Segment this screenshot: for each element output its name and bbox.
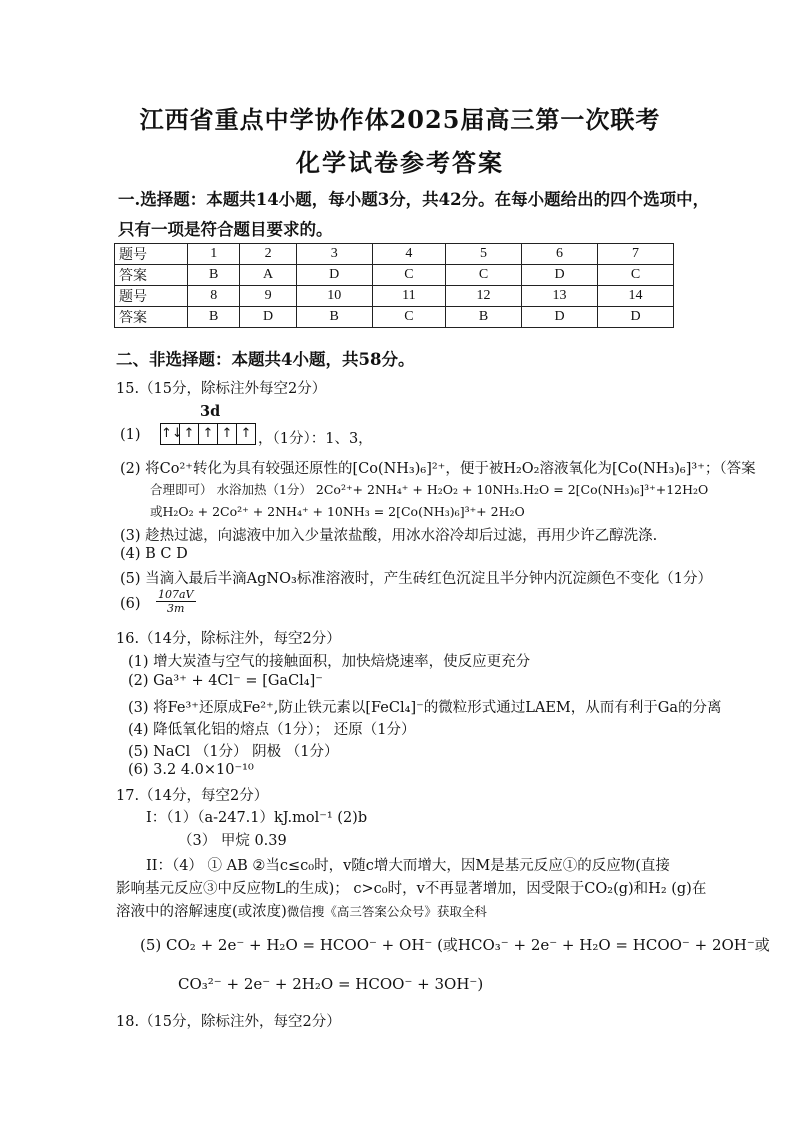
q17-part1-line2: （3） 甲烷 0.39 [178, 833, 287, 849]
table-cell: B [188, 307, 240, 328]
table-cell: 5 [446, 244, 522, 265]
q15-item5: (5) 当滴入最后半滴AgNO₃标准溶液时，产生砖红色沉淀且半分钟内沉淀颜色不变化（1分） [120, 571, 713, 587]
fraction-numerator: 107aV [158, 588, 194, 601]
section1-heading: 一.选择题：本题共14小题，每小题3分，共42分。在每小题给出的四个选项中， [118, 190, 710, 209]
q17-item5-line1: (5) CO₂ + 2e⁻ + H₂O = HCOO⁻ + OH⁻ (或HCO₃⁻ + 2e⁻ + H₂O = HCOO⁻ + 2OH⁻或 [140, 936, 770, 954]
orbital-diagram [160, 423, 256, 445]
title-line2: 化学试卷参考答案 [296, 148, 504, 177]
watermark-note: 微信搜《高三答案公众号》获取全科 [286, 904, 487, 919]
table-cell: 6 [522, 244, 598, 265]
q16-item3: (3) 将Fe³⁺还原成Fe²⁺,防止铁元素以[FeCl₄]⁻的微粒形式通过LAEM，从而有利于Ga的分离 [128, 700, 722, 716]
table-cell: 答案 [115, 265, 188, 286]
table-row [115, 286, 674, 307]
table-cell: 12 [446, 286, 522, 307]
table-cell: B [296, 307, 372, 328]
q15-item6-fraction [156, 588, 196, 615]
q17-part1-line1: I：（1）（a-247.1）kJ.mol⁻¹ (2)b [146, 810, 368, 826]
table-cell: C [446, 265, 522, 286]
table-row [115, 307, 674, 328]
table-cell: D [522, 265, 598, 286]
q15-item2-alt: 或H₂O₂ + 2Co²⁺ + 2NH₄⁺ + 10NH₃ = 2[Co(NH₃)₆]³⁺+ 2H₂O [150, 504, 525, 519]
table-cell: C [372, 307, 445, 328]
orbital-box: ↑ [179, 424, 198, 444]
table-cell: D [598, 307, 674, 328]
table-cell: 1 [188, 244, 240, 265]
q15-item4: (4) B C D [120, 546, 188, 562]
q17-part2-line3 [116, 900, 487, 921]
q15-header: 15.（15分，除标注外每空2分） [116, 381, 327, 397]
q16-item2: (2) Ga³⁺ + 4Cl⁻ = [GaCl₄]⁻ [128, 673, 323, 689]
q15-item2-cont: 合理即可） 水浴加热（1分） 2Co²⁺+ 2NH₄⁺ + H₂O₂ + 10NH₃.H₂O = 2[Co(NH₃)₆]³⁺+12H₂O [150, 482, 709, 497]
q17-header: 17.（14分，每空2分） [116, 788, 269, 804]
q15-item1-prefix: (1) [120, 427, 141, 443]
table-cell: D [240, 307, 296, 328]
q16-item5: (5) NaCl （1分） 阴极 （1分） [128, 744, 339, 760]
q15-item1-suffix: ，（1分）：1、3， [258, 431, 373, 447]
q17-part2-line2: 影响基元反应③中反应物L的生成)； c>c₀时，v不再显著增加，因受限于CO₂(g)和H₂ (g)在 [116, 881, 707, 897]
q16-item1: (1) 增大炭渣与空气的接触面积，加快焙烧速率，使反应更充分 [128, 654, 531, 670]
q15-item3: (3) 趁热过滤，向滤液中加入少量浓盐酸，用冰水浴冷却后过滤，再用少许乙醇洗涤. [120, 528, 658, 544]
table-cell: 答案 [115, 307, 188, 328]
q17-part2-line1: II：（4） ① AB ②当c≤c₀时，v随c增大而增大，因M是基元反应①的反应物(直接 [146, 858, 670, 874]
orbital-box: ↑ [236, 424, 255, 444]
table-cell: B [446, 307, 522, 328]
table-cell: 4 [372, 244, 445, 265]
answer-table [114, 243, 674, 328]
table-cell: C [372, 265, 445, 286]
table-cell: C [598, 265, 674, 286]
q16-item6: (6) 3.2 4.0×10⁻¹⁰ [128, 762, 254, 778]
table-cell: 题号 [115, 244, 188, 265]
q17-item5-line2: CO₃²⁻ + 2e⁻ + 2H₂O = HCOO⁻ + 3OH⁻) [178, 975, 484, 993]
q15-item2: (2) 将Co²⁺转化为具有较强还原性的[Co(NH₃)₆]²⁺，便于被H₂O₂溶液氧化为[Co(NH₃)₆]³⁺；（答案 [120, 461, 756, 477]
table-cell: 10 [296, 286, 372, 307]
table-cell: 11 [372, 286, 445, 307]
table-cell: B [188, 265, 240, 286]
q15-item6-prefix: (6) [120, 596, 141, 612]
title-line1: 江西省重点中学协作体2025届高三第一次联考 [139, 105, 661, 134]
table-cell: 7 [598, 244, 674, 265]
table-cell: 题号 [115, 286, 188, 307]
table-cell: D [522, 307, 598, 328]
section2-heading: 二、非选择题：本题共4小题，共58分。 [116, 350, 415, 369]
fraction-denominator: 3m [167, 602, 185, 615]
table-cell: 14 [598, 286, 674, 307]
table-cell: 3 [296, 244, 372, 265]
q16-item4: (4) 降低氧化铝的熔点（1分）； 还原（1分） [128, 722, 416, 738]
table-cell: 2 [240, 244, 296, 265]
table-row [115, 244, 674, 265]
q18-header: 18.（15分，除标注外，每空2分） [116, 1014, 341, 1030]
table-cell: 13 [522, 286, 598, 307]
table-cell: D [296, 265, 372, 286]
orbital-box: ↑ [198, 424, 217, 444]
table-cell: 8 [188, 286, 240, 307]
table-cell: A [240, 265, 296, 286]
q16-header: 16.（14分，除标注外，每空2分） [116, 631, 341, 647]
table-row [115, 265, 674, 286]
orbital-box: ↑ [217, 424, 236, 444]
q17-part2-line3-text: 溶液中的溶解速度(或浓度) [116, 904, 287, 920]
table-cell: 9 [240, 286, 296, 307]
orbital-box: ↑↓ [161, 426, 183, 441]
orbital-label: 3d [200, 403, 221, 420]
section1-heading-cont: 只有一项是符合题目要求的。 [118, 220, 333, 239]
